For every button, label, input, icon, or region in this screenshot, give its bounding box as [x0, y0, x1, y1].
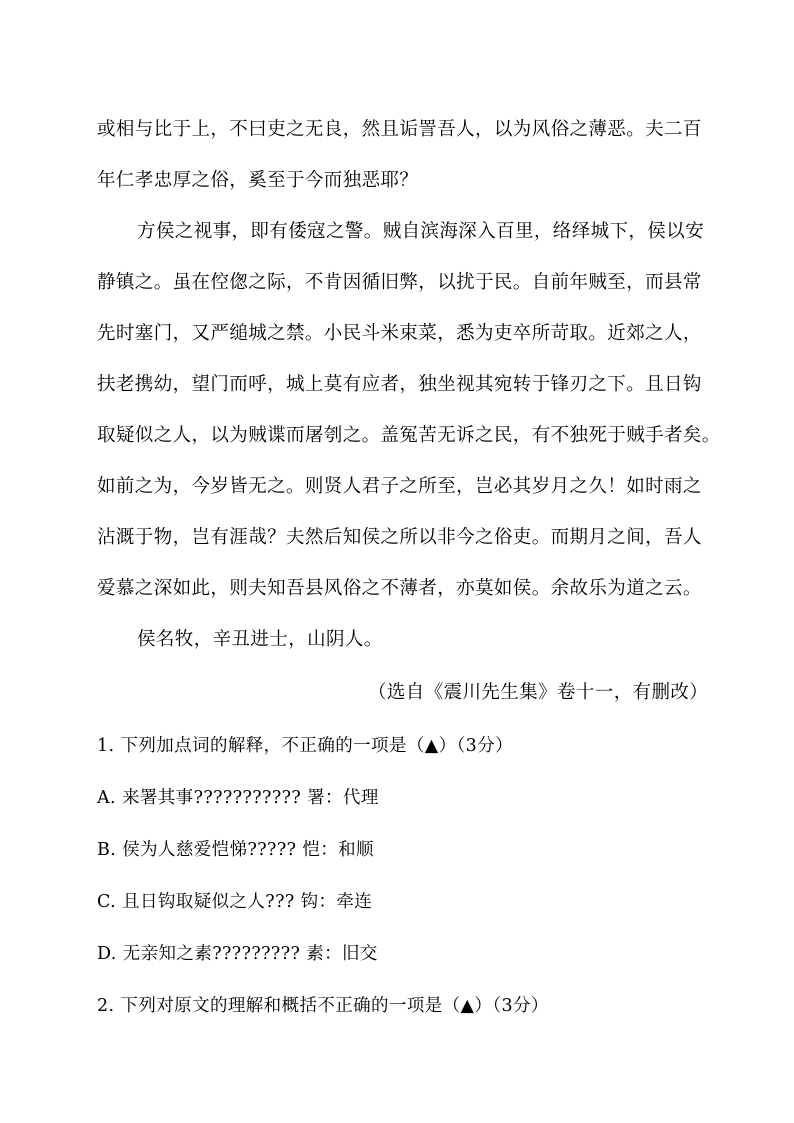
question-2: 2. 下列对原文的理解和概括不正确的一项是（▲）（3分） — [97, 996, 549, 1016]
passage-line: 如前之为，今岁皆无之。则贤人君子之所至，岂必其岁月之久！如时雨之 — [97, 476, 702, 497]
passage-line: 扶老携幼，望门而呼，城上莫有应者，独坐视其宛转于锋刃之下。且日钩 — [97, 374, 702, 395]
passage-line: 年仁孝忠厚之俗，奚至于今而独恶耶？ — [97, 170, 419, 191]
passage-line: 爱慕之深如此，则夫知吾县风俗之不薄者，亦莫如侯。余故乐为道之云。 — [97, 578, 702, 599]
passage-line: 静镇之。虽在倥偬之际，不肯因循旧弊，以扰于民。自前年贼至，而县常 — [97, 272, 702, 293]
passage-line: 取疑似之人，以为贼谍而屠刳之。盖冤苦无诉之民，有不独死于贼手者矣。 — [97, 425, 721, 446]
passage-line: 或相与比于上，不曰吏之无良，然且诟詈吾人，以为风俗之薄恶。夫二百 — [97, 119, 702, 140]
passage-line: 先时塞门，又严缒城之禁。小民斗米束菜，悉为吏卒所苛取。近郊之人， — [97, 323, 702, 344]
question-1: 1. 下列加点词的解释，不正确的一项是（▲）（3分） — [97, 736, 514, 756]
question-1-option-a: A. 来署其事??????????? 署：代理 — [97, 788, 379, 808]
question-1-option-d: D. 无亲知之素????????? 素：旧交 — [97, 944, 378, 964]
passage-paragraph-start: 方侯之视事，即有倭寇之警。贼自滨海深入百里，络绎城下，侯以安 — [137, 221, 705, 242]
question-1-option-c: C. 且日钩取疑似之人??? 钩：牵连 — [97, 892, 373, 912]
passage-line: 沾溉于物，岂有涯哉？夫然后知侯之所以非今之俗吏。而期月之间，吾人 — [97, 527, 702, 548]
passage-paragraph-start: 侯名牧，辛丑进士，山阴人。 — [137, 629, 383, 650]
source-citation: （选自《震川先生集》卷十一，有删改） — [368, 682, 709, 703]
question-1-option-b: B. 侯为人慈爱恺悌????? 恺：和顺 — [97, 840, 374, 860]
